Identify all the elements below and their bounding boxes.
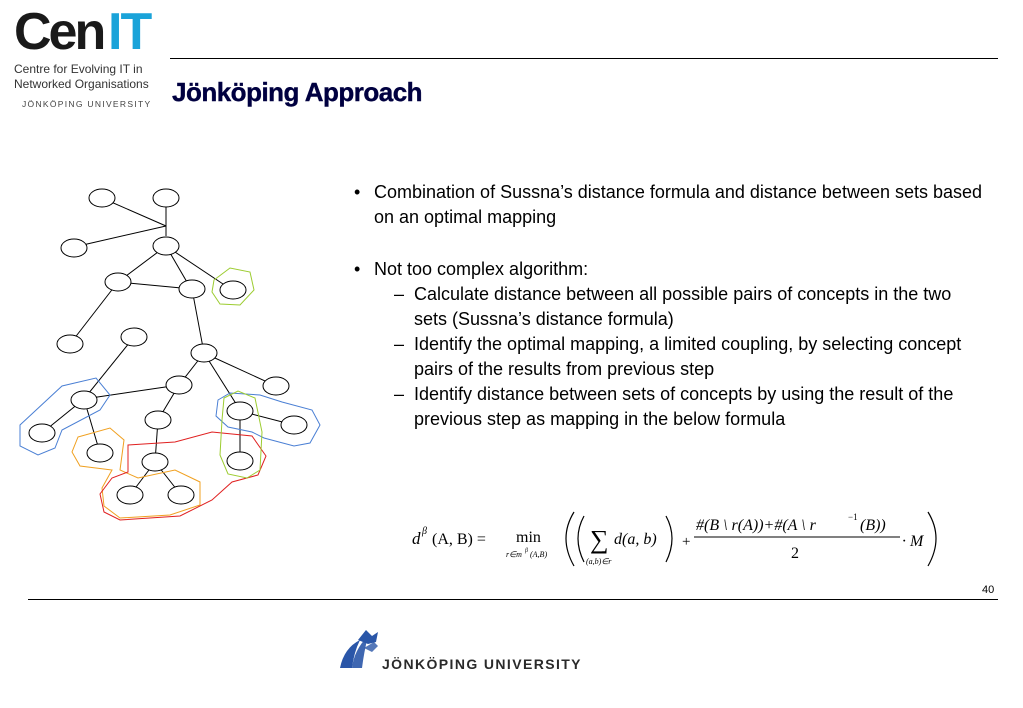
formula-paren-right-outer <box>928 512 936 566</box>
group-outline-blue <box>20 378 110 455</box>
logo-brand-it: IT <box>108 3 151 61</box>
sub-bullet-dash: – <box>394 384 405 404</box>
concept-graph-diagram <box>0 170 340 530</box>
graph-node <box>220 281 246 299</box>
formula-lhs-args: (A, B) = <box>432 531 486 548</box>
formula-times-m: · M <box>902 533 924 550</box>
formula-min-sub-sup: β <box>525 548 528 554</box>
graph-node <box>153 237 179 255</box>
formula-min: min <box>516 529 541 546</box>
university-emblem-icon <box>338 626 384 672</box>
group-outline-red <box>100 432 266 520</box>
graph-edge <box>84 337 134 399</box>
graph-node <box>142 453 168 471</box>
graph-node <box>145 411 171 429</box>
graph-edge <box>84 385 179 399</box>
formula-sum-term: d(a, b) <box>614 531 657 548</box>
graph-node <box>227 452 253 470</box>
group-outline-orange <box>72 428 200 518</box>
graph-edge <box>74 226 166 247</box>
formula-paren-left-outer <box>566 512 574 566</box>
formula-plus: + <box>682 534 691 550</box>
bullet-dot: • <box>354 259 361 279</box>
graph-node <box>61 239 87 257</box>
distance-formula <box>408 506 948 576</box>
bullet-text: Combination of Sussna’s distance formula and distance between sets based on an optimal mapping <box>374 182 983 227</box>
logo-subtitle-line1: Centre for Evolving IT in <box>14 62 143 76</box>
formula-numerator-end: (B)) <box>860 517 886 534</box>
bullet-dot: • <box>354 182 361 202</box>
graph-node <box>117 486 143 504</box>
graph-node <box>263 377 289 395</box>
header-divider <box>170 58 998 59</box>
formula-numerator: #(B \ r(A))+#(A \ r <box>696 517 816 534</box>
graph-node <box>71 391 97 409</box>
footer-university-name: JÖNKÖPING UNIVERSITY <box>382 656 582 672</box>
formula-paren-left-inner <box>578 516 584 562</box>
graph-node <box>191 344 217 362</box>
slide-title: Jönköping Approach <box>172 77 423 107</box>
sub-bullet-dash: – <box>394 334 405 354</box>
sub-bullet-text: Identify the optimal mapping, a limited coupling, by selecting concept pairs of the results from previous step <box>414 334 962 379</box>
formula-sum-sub: (a,b)∈r <box>586 557 612 566</box>
graph-node <box>227 402 253 420</box>
graph-node <box>166 376 192 394</box>
graph-node <box>29 424 55 442</box>
logo-subtitle-line2: Networked Organisations <box>14 77 149 91</box>
graph-edge <box>70 282 118 344</box>
formula-denominator: 2 <box>791 545 799 562</box>
logo-university: JÖNKÖPING UNIVERSITY <box>22 99 152 109</box>
graph-node <box>179 280 205 298</box>
graph-edge <box>192 289 204 353</box>
formula-sum-symbol: ∑ <box>590 525 609 554</box>
graph-node <box>281 416 307 434</box>
graph-node <box>89 189 115 207</box>
graph-node <box>87 444 113 462</box>
formula-min-sub: r∈m <box>506 550 522 559</box>
page-number: 40 <box>982 584 995 596</box>
formula-lhs: d <box>412 529 421 548</box>
graph-node <box>57 335 83 353</box>
graph-node <box>168 486 194 504</box>
sub-bullet-text: Identify distance between sets of concepts by using the result of the previous step as mapping in the below formula <box>414 384 954 429</box>
formula-lhs-sup: β <box>422 526 427 537</box>
sub-bullet-dash: – <box>394 284 405 304</box>
formula-min-sub-args: (A,B) <box>530 550 548 559</box>
bullet-text: Not too complex algorithm: <box>374 259 589 279</box>
logo-brand-cen: Cen <box>14 3 104 61</box>
graph-node <box>105 273 131 291</box>
footer-divider <box>28 599 998 600</box>
formula-paren-right-inner <box>666 516 672 562</box>
formula-numerator-sup: −1 <box>848 512 858 522</box>
graph-node <box>121 328 147 346</box>
graph-node <box>153 189 179 207</box>
sub-bullet-text: Calculate distance between all possible pairs of concepts in the two sets (Sussna’s distance formula) <box>414 284 952 329</box>
